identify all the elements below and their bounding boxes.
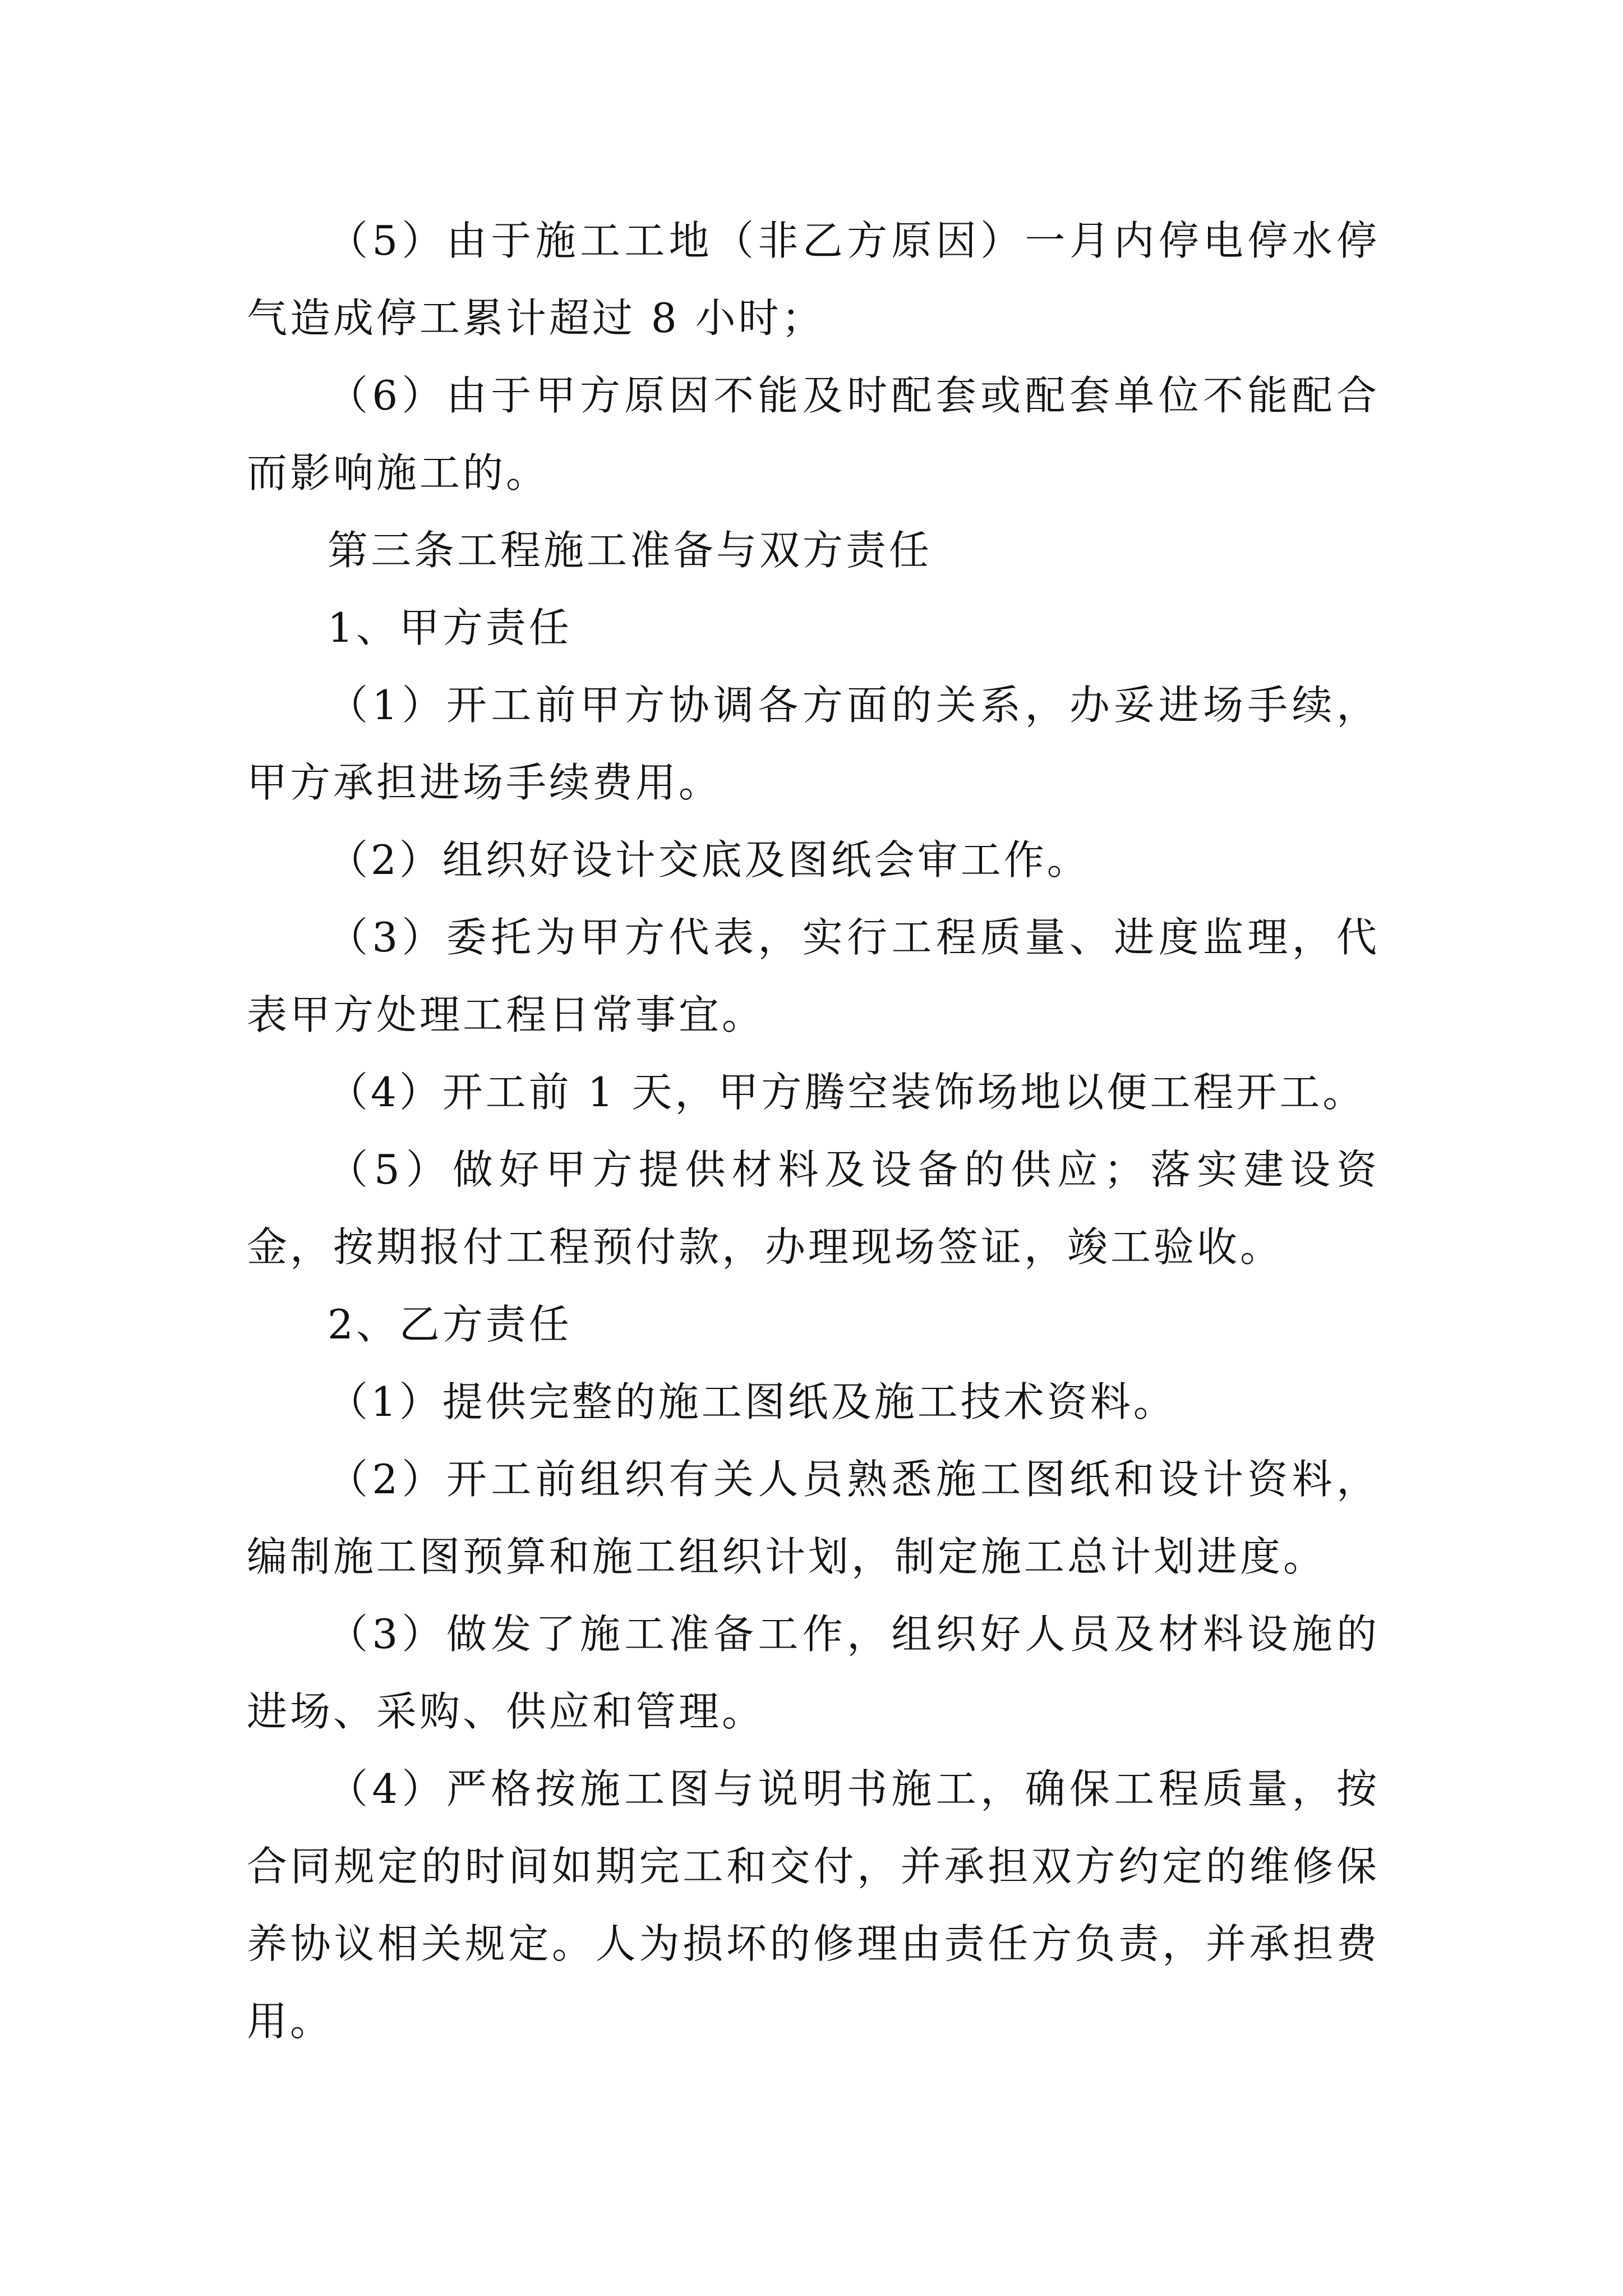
party-b-heading: 2、乙方责任 xyxy=(328,1301,572,1348)
party-b-item-3: （3）做发了施工准备工作，组织好人员及材料设施的进场、采购、供应和管理。 xyxy=(247,1611,1380,1735)
party-a-item-2: （2）组织好设计交底及图纸会审工作。 xyxy=(328,836,1090,884)
party-b-item-2: （2）开工前组织有关人员熟悉施工图纸和设计资料，编制施工图预算和施工组织计划，制定施工总计划进度。 xyxy=(247,1456,1380,1580)
article-three-heading: 第三条工程施工准备与双方责任 xyxy=(328,527,933,574)
party-a-item-5: （5）做好甲方提供材料及设备的供应；落实建设资金，按期报付工程预付款，办理现场签证，竣工验收。 xyxy=(247,1146,1380,1271)
paragraph-item-6-coordination: （6）由于甲方原因不能及时配套或配套单位不能配合而影响施工的。 xyxy=(247,372,1380,496)
party-b-item-1: （1）提供完整的施工图纸及施工技术资料。 xyxy=(328,1378,1177,1425)
document-body xyxy=(247,202,1380,2060)
party-a-item-4: （4）开工前 1 天，甲方腾空装饰场地以便工程开工。 xyxy=(328,1069,1366,1116)
party-a-item-1: （1）开工前甲方协调各方面的关系，办妥进场手续，甲方承担进场手续费用。 xyxy=(247,682,1380,806)
party-b-item-4: （4）严格按施工图与说明书施工，确保工程质量，按合同规定的时间如期完工和交付，并承担双方约定的维修保养协议相关规定。人为损坏的修理由责任方负责，并承担费用。 xyxy=(247,1765,1380,2045)
party-a-heading: 1、甲方责任 xyxy=(328,604,572,651)
party-a-item-3: （3）委托为甲方代表，实行工程质量、进度监理，代表甲方处理工程日常事宜。 xyxy=(247,914,1380,1038)
paragraph-item-5-power-outage: （5）由于施工工地（非乙方原因）一月内停电停水停气造成停工累计超过 8 小时； xyxy=(247,217,1380,342)
